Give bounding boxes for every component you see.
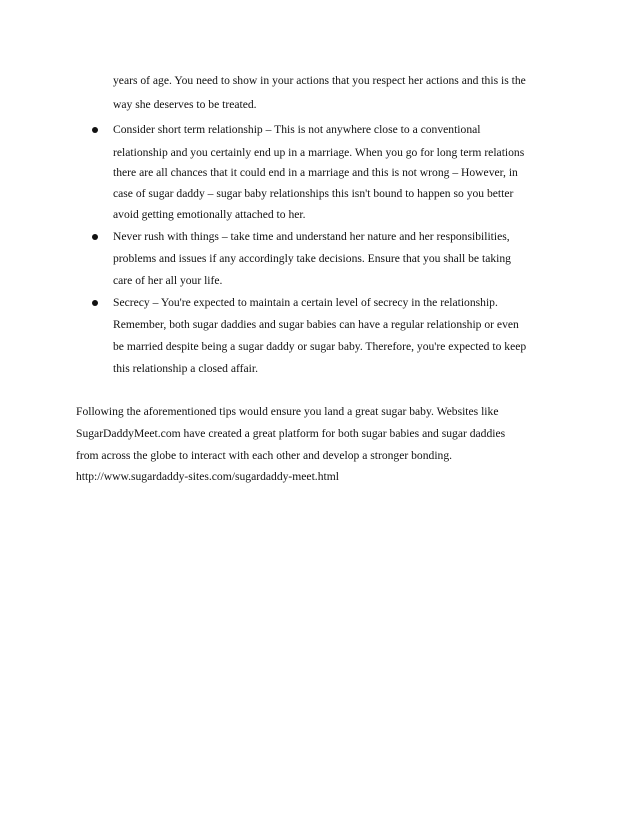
bullet-line: case of sugar daddy – sugar baby relationships this isn't bound to happen so you better	[113, 187, 514, 200]
bullet-line: problems and issues if any accordingly take decisions. Ensure that you shall be taking	[113, 252, 511, 265]
closing-line: from across the globe to interact with each other and develop a stronger bonding.	[76, 449, 453, 462]
bullet-line: relationship and you certainly end up in a marriage. When you go for long term relations	[113, 146, 525, 159]
bullet-line: avoid getting emotionally attached to her.	[113, 208, 306, 221]
intro-line: way she deserves to be treated.	[113, 98, 257, 111]
bullet-line: Remember, both sugar daddies and sugar babies can have a regular relationship or even	[113, 318, 519, 331]
bullet-icon	[92, 127, 98, 133]
closing-line: Following the aforementioned tips would ensure you land a great sugar baby. Websites like	[76, 405, 499, 418]
bullet-icon	[92, 300, 98, 306]
intro-line: years of age. You need to show in your actions that you respect her actions and this is the	[113, 74, 526, 87]
bullet-line: be married despite being a sugar daddy or sugar baby. Therefore, you're expected to keep	[113, 340, 527, 353]
bullet-line: Secrecy – You're expected to maintain a certain level of secrecy in the relationship.	[113, 296, 498, 309]
bullet-line: this relationship a closed affair.	[113, 362, 258, 375]
bullet-line: there are all chances that it could end in a marriage and this is not wrong – However, in	[113, 166, 518, 179]
source-url: http://www.sugardaddy-sites.com/sugardaddy-meet.html	[76, 470, 339, 483]
closing-line: SugarDaddyMeet.com have created a great platform for both sugar babies and sugar daddies	[76, 427, 506, 440]
bullet-line: care of her all your life.	[113, 274, 223, 287]
bullet-line: Never rush with things – take time and understand her nature and her responsibilities,	[113, 230, 510, 243]
bullet-line: Consider short term relationship – This is not anywhere close to a conventional	[113, 123, 481, 136]
bullet-icon	[92, 234, 98, 240]
